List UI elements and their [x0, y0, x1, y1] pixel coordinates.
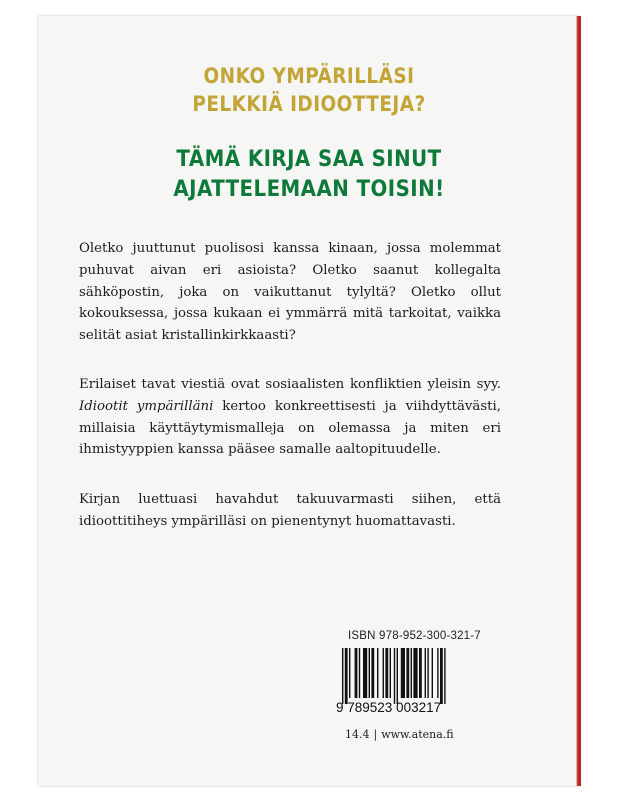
barcode-bar	[397, 648, 398, 704]
barcode-bar	[406, 648, 409, 698]
barcode-bar	[413, 648, 417, 698]
barcode-bar	[363, 648, 367, 698]
barcode-bar	[371, 648, 374, 698]
headline-statement	[71, 144, 548, 204]
headline-statement-line-1: TÄMÄ KIRJA SAA SINUT	[176, 146, 442, 172]
barcode	[340, 648, 480, 704]
barcode-bar	[411, 648, 412, 698]
publisher-website: www.atena.fi	[381, 728, 454, 741]
barcode-bar	[444, 648, 445, 704]
price-and-website	[345, 728, 454, 741]
blurb-paragraph-3: Kirjan luettuasi havahdut takuuvarmasti siihen, että idioottitiheys ympärilläsi on pienentynyt huomattavasti.	[79, 492, 501, 529]
headline-statement-line-2: AJATTELEMAAN TOISIN!	[173, 176, 445, 202]
book-title-italic: Idiootit ympärilläni	[79, 398, 214, 414]
blurb-paragraph-1: Oletko juuttunut puolisosi kanssa kinaan, jossa molemmat puhuvat aivan eri asioista? Oletko saanut kollegalta sähköpostin, joka on vaikuttanut tylyltä? Oletko ollut kokouksessa, jossa kukaan ei ymmärrä mitä tarkoitat, vaikka selität asiat kristallinkirkkaasti?	[79, 241, 501, 344]
blurb-paragraph-2-end: kertoo konkreettisesti ja viihdyttävästi, millaisia käyttäytymismalleja on olemassa ja miten eri ihmistyyppien kanssa pääsee samalle aaltopituudelle.	[79, 398, 501, 458]
spine-edge	[576, 16, 581, 786]
barcode-bar	[440, 648, 443, 704]
barcode-bar	[394, 648, 395, 704]
barcode-bar	[359, 648, 360, 698]
barcode-bar	[432, 648, 433, 698]
barcode-bar	[342, 648, 343, 704]
barcode-digits: 9 789523 003217	[336, 700, 442, 715]
headline-question-line-2: PELKKIÄ IDIOOTTEJA?	[192, 92, 426, 116]
headline-question-line-1: ONKO YMPÄRILLÄSI	[203, 64, 415, 88]
separator: |	[373, 728, 378, 741]
barcode-bar	[369, 648, 370, 698]
barcode-bar	[390, 648, 391, 698]
blurb-paragraph-2-start: Erilaiset tavat viestiä ovat sosiaalisten konfliktien yleisin syy.	[79, 377, 501, 392]
barcode-bar	[419, 648, 422, 698]
headline-question	[71, 62, 548, 118]
price-code: 14.4	[345, 728, 370, 741]
barcode-bar	[345, 648, 348, 704]
barcode-bar	[437, 648, 438, 698]
barcode-bar	[427, 648, 428, 698]
barcode-bar	[383, 648, 384, 698]
barcode-bar	[385, 648, 388, 698]
blurb-paragraph-2	[79, 374, 501, 461]
barcode-bar	[349, 648, 350, 698]
isbn-number: ISBN 978-952-300-321-7	[348, 630, 481, 642]
barcode-bar	[355, 648, 358, 698]
barcode-bar	[401, 648, 405, 698]
barcode-bar	[425, 648, 426, 698]
barcode-bar	[377, 648, 378, 698]
